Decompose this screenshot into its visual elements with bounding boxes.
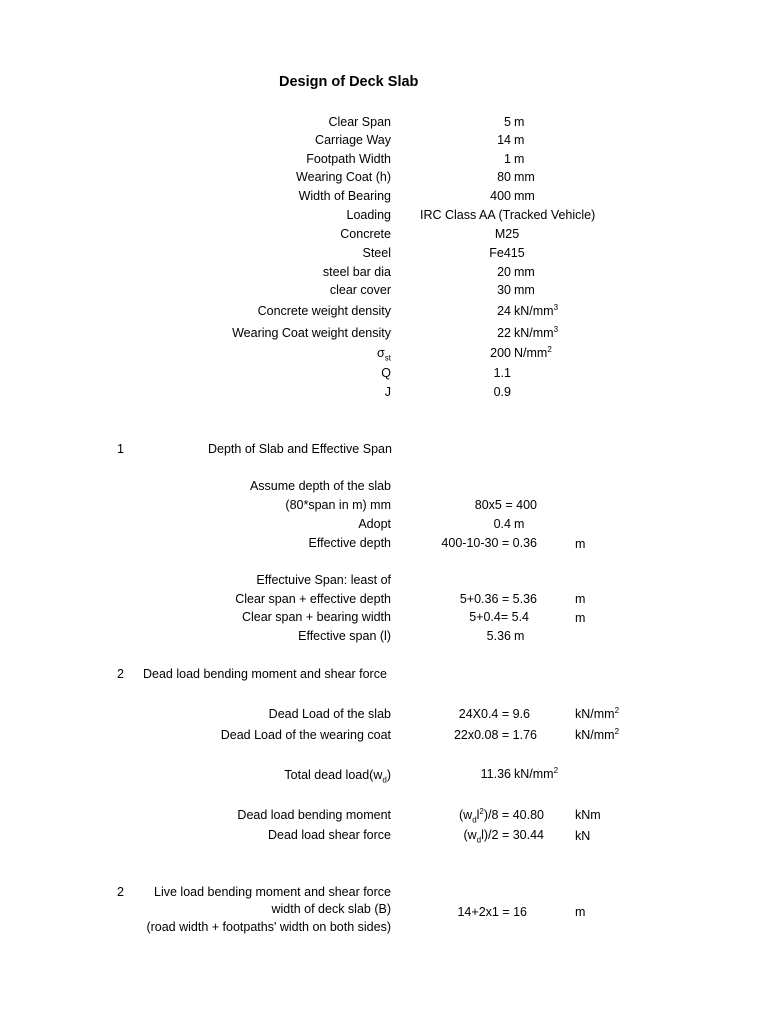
param-value: 80 xyxy=(497,170,511,184)
param-label: Wearing Coat weight density xyxy=(232,326,391,340)
param-unit: m xyxy=(514,115,525,129)
param-unit: mm xyxy=(514,170,535,184)
adopt-value: 0.4 xyxy=(493,517,511,531)
section-3-heading: Live load bending moment and shear force xyxy=(154,885,391,899)
param-value: 20 xyxy=(497,265,511,279)
param-unit: mm xyxy=(514,189,535,203)
cs-effective-depth-unit: m xyxy=(575,592,586,606)
adopt-label: Adopt xyxy=(358,517,391,531)
dl-wearing-coat-unit: $kN/mm^2$ xyxy=(575,726,620,742)
effective-depth-unit: m xyxy=(575,537,586,551)
effective-depth-calc: 400-10-30 = 0.36 xyxy=(441,536,537,550)
param-label: Width of Bearing xyxy=(298,189,391,203)
total-dead-load-label: Total dead $load(w_d)$ xyxy=(284,768,391,785)
cs-bearing-label: Clear span + bearing width xyxy=(241,610,391,624)
dl-shear-force-calc: $(w_dl)/2 = 30.44$ xyxy=(463,828,544,845)
param-value: 1.1 xyxy=(493,366,511,380)
param-label: Footpath Width xyxy=(306,152,391,166)
param-value: 0.9 xyxy=(493,385,511,399)
dl-shear-force-label: Dead load shear force xyxy=(268,828,391,842)
dl-wearing-coat-calc: 22x0.08 = 1.76 xyxy=(453,728,537,742)
section-2-number: 2 xyxy=(117,667,124,681)
dl-bending-moment-unit: kNm xyxy=(575,808,601,822)
effective-span-value: 5.36 xyxy=(486,629,511,643)
dl-slab-calc: 24X0.4 = 9.6 xyxy=(458,707,530,721)
section-1-heading: Depth of Slab and Effective Span xyxy=(208,442,392,456)
adopt-unit: m xyxy=(514,517,525,531)
param-value: 400 xyxy=(490,189,511,203)
dl-bending-moment-calc: $(w_dl^2)/8 = 40.80$ xyxy=(458,806,544,825)
effective-span-unit: m xyxy=(514,629,525,643)
param-unit: $N/mm^2$ xyxy=(514,344,552,360)
param-value: 5 xyxy=(504,115,511,129)
param-value: 14 xyxy=(497,133,511,147)
param-text-value: IRC Class AA (Tracked Vehicle) xyxy=(420,208,596,222)
dl-wearing-coat-label: Dead Load of the wearing coat xyxy=(220,728,391,742)
param-unit: $kN/mm^3$ xyxy=(514,302,559,318)
param-value: 30 xyxy=(497,283,511,297)
param-label: Wearing Coat (h) xyxy=(296,170,391,184)
param-label: Steel xyxy=(362,246,391,260)
param-text-value: Fe415 xyxy=(489,246,525,260)
param-unit: m xyxy=(514,152,525,166)
cs-bearing-unit: m xyxy=(575,611,586,625)
param-value: 22 xyxy=(497,326,511,340)
param-label: $\sigma_{st}$ xyxy=(377,346,391,363)
cs-effective-depth-label: Clear span + effective depth xyxy=(235,592,391,606)
section-2-heading: Dead load bending moment and shear force xyxy=(143,667,387,681)
param-unit: m xyxy=(514,133,525,147)
param-unit: mm xyxy=(514,283,535,297)
param-label: clear cover xyxy=(329,283,391,297)
dl-slab-unit: $kN/mm^2$ xyxy=(575,705,620,721)
deck-width-unit: m xyxy=(575,905,586,919)
deck-width-label: width of deck slab (B) xyxy=(271,902,391,916)
section-3-number: 2 xyxy=(117,885,124,899)
param-unit: mm xyxy=(514,265,535,279)
param-label: J xyxy=(384,385,391,399)
deck-width-calc: 14+2x1 = 16 xyxy=(457,905,527,919)
dl-slab-label: Dead Load of the slab xyxy=(268,707,391,721)
section-1-number: 1 xyxy=(117,442,124,456)
effective-span-label: Effective span (l) xyxy=(298,629,391,643)
cs-bearing-calc: 5+0.4= 5.4 xyxy=(469,610,529,624)
param-value: 200 xyxy=(490,346,511,360)
param-label: Concrete weight density xyxy=(257,304,391,318)
page-title: Design of Deck Slab xyxy=(279,74,419,90)
effective-depth-label: Effective depth xyxy=(308,536,391,550)
param-label: steel bar dia xyxy=(322,265,391,279)
param-value: 1 xyxy=(504,152,511,166)
assume-depth-formula: (80*span in m) mm xyxy=(285,498,391,512)
assume-depth-label: Assume depth of the slab xyxy=(249,479,391,493)
total-dead-load-unit: $kN/mm^2$ xyxy=(514,765,559,781)
param-unit: $kN/mm^3$ xyxy=(514,324,559,340)
dl-bending-moment-label: Dead load bending moment xyxy=(237,808,391,822)
param-label: Q xyxy=(381,366,391,380)
cs-effective-depth-calc: 5+0.36 = 5.36 xyxy=(459,592,537,606)
deck-width-note: (road width + footpaths' width on both sides) xyxy=(146,920,391,934)
param-label: Loading xyxy=(346,208,391,222)
effective-span-heading: Effectuive Span: least of xyxy=(256,573,391,587)
total-dead-load-value: 11.36 xyxy=(480,767,511,781)
dl-shear-force-unit: kN xyxy=(575,829,591,843)
param-label: Carriage Way xyxy=(315,133,391,147)
param-label: Clear Span xyxy=(328,115,391,129)
param-value: 24 xyxy=(497,304,511,318)
assume-depth-calc: 80x5 = 400 xyxy=(474,498,537,512)
param-text-value: M25 xyxy=(494,227,520,241)
param-label: Concrete xyxy=(340,227,391,241)
